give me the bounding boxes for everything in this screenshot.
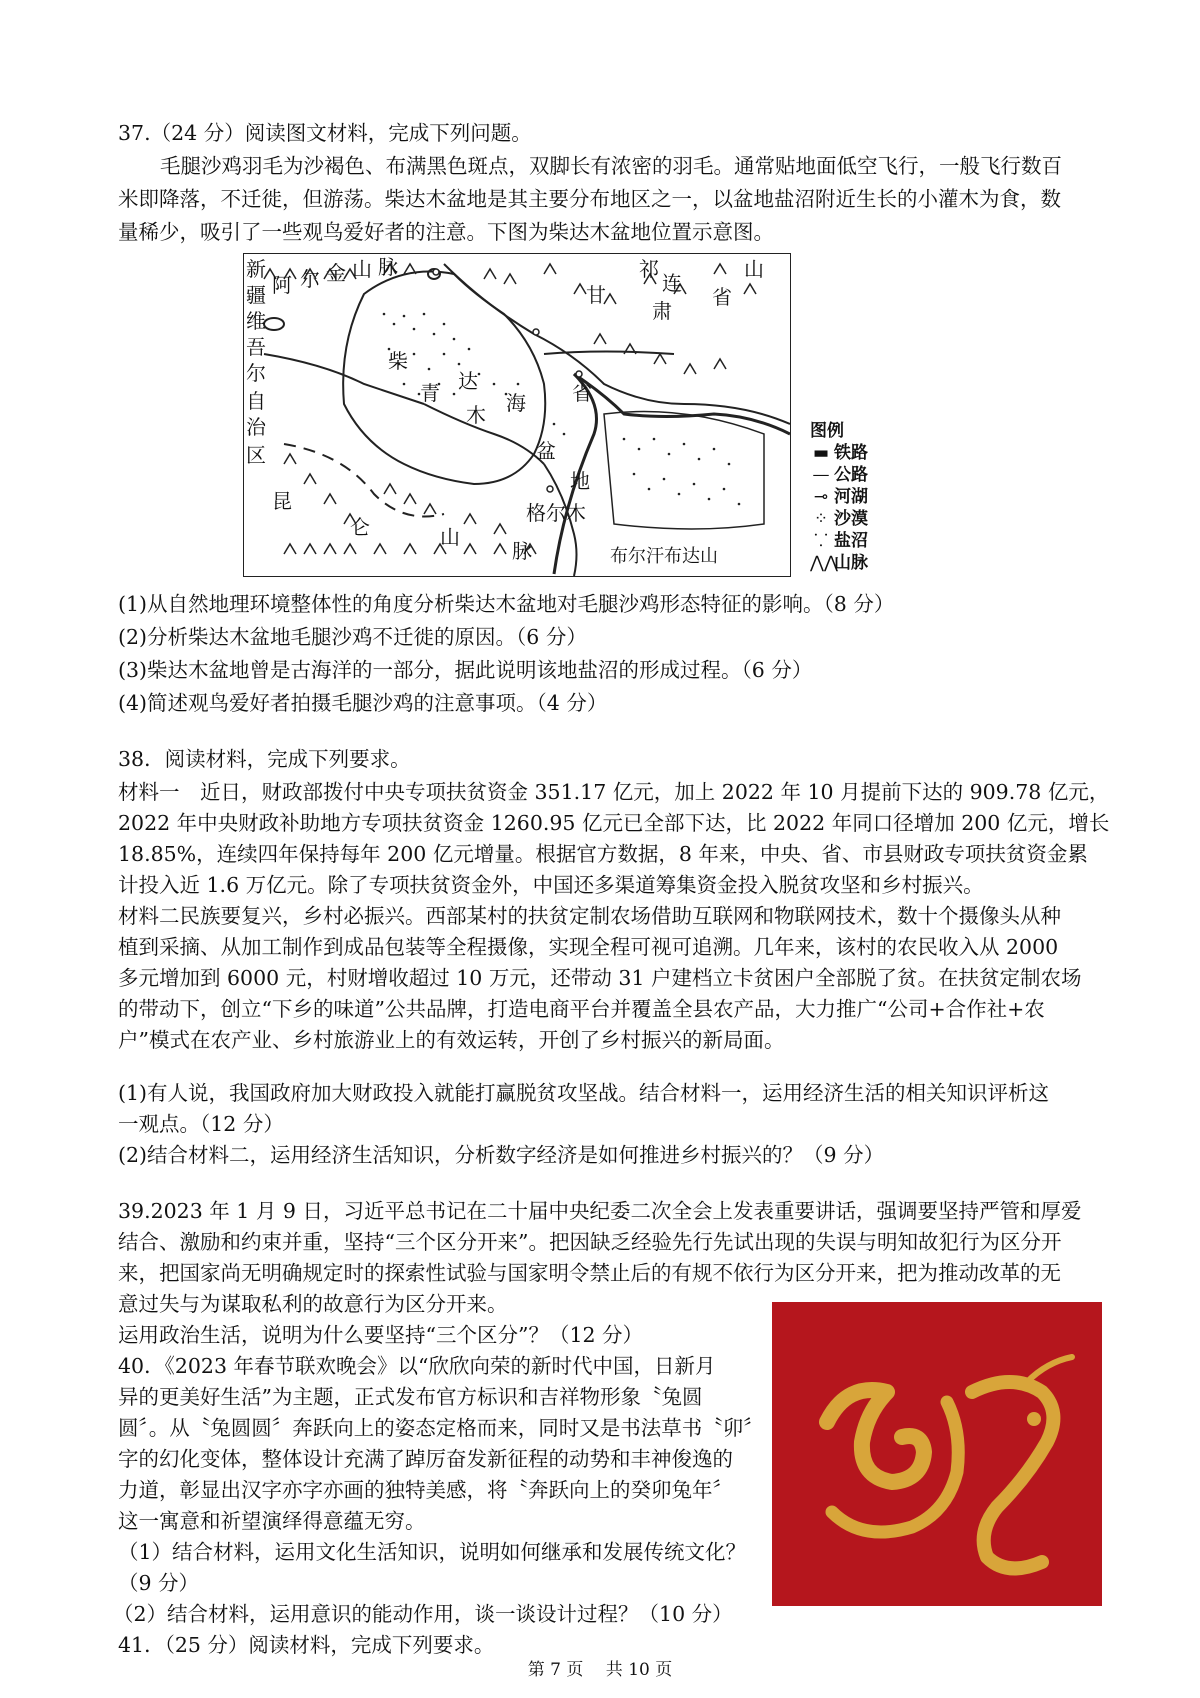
map-label: 区 xyxy=(246,443,266,467)
map-label: 昆 xyxy=(272,489,292,513)
q40-question-2: （2）结合材料，运用意识的能动作用，谈一谈设计过程？（10 分） xyxy=(113,1602,733,1626)
q38-material-1-line: 材料一 近日，财政部拨付中央专项扶贫资金 351.17 亿元，加上 2022 年 10 月提前下达的 909.78 亿元， xyxy=(118,780,1110,804)
map-label: 维 xyxy=(246,309,266,333)
q39-line: 结合、激励和约束并重，坚持“三个区分开来”。把因缺乏经验先行先试出现的失误与明知故犯行为区分开 xyxy=(118,1230,1062,1254)
q39-question: 运用政治生活，说明为什么要坚持“三个区分”？（12 分） xyxy=(118,1323,644,1347)
q37-question-2: (2)分析柴达木盆地毛腿沙鸡不迁徙的原因。（6 分） xyxy=(118,625,587,649)
legend-mountain: ⋀⋀ 山脉 xyxy=(810,553,868,573)
salt-marsh-symbol-icon: ⸪ xyxy=(814,531,828,551)
q38-material-1-line: 18.85%，连续四年保持每年 200 亿元增量。根据官方数据，8 年来，中央、省、市县财政专项扶贫资金累 xyxy=(118,842,1088,866)
q38-material-2-line: 的带动下，创立“下乡的味道”公共品牌，打造电商平台并覆盖全县农产品，大力推广“公司+合作社+农 xyxy=(118,997,1045,1021)
q38-material-2-line: 多元增加到 6000 元，村财增收超过 10 万元，还带动 31 户建档立卡贫困户全部脱了贫。在扶贫定制农场 xyxy=(118,966,1082,990)
map-label: 金 xyxy=(326,261,346,285)
map-label: 祁 xyxy=(639,257,659,281)
legend-desert: ⁘ 沙漠 xyxy=(810,508,868,530)
map-label: 甘 xyxy=(586,283,606,307)
legend-river-lake: ⊸ 河湖 xyxy=(810,486,868,508)
map-label: 达 xyxy=(458,369,478,393)
river-lake-symbol-icon: ⊸ xyxy=(813,487,829,507)
desert-symbol-icon: ⁘ xyxy=(813,509,829,529)
map-label: 海 xyxy=(506,391,526,415)
q37-question-3: (3)柴达木盆地曾是古海洋的一部分，据此说明该地盐沼的形成过程。（6 分） xyxy=(118,658,813,682)
q37-title: 37.（24 分）阅读图文材料，完成下列问题。 xyxy=(118,121,532,145)
map-label: 山 xyxy=(440,525,460,549)
map-label: 治 xyxy=(246,415,266,439)
q38-title: 38．阅读材料，完成下列要求。 xyxy=(118,747,411,771)
map-label: 山 xyxy=(352,257,372,281)
map-label: 仑 xyxy=(350,515,370,539)
q39-line: 意过失与为谋取私利的故意行为区分开来。 xyxy=(118,1292,508,1316)
q41-title: 41．（25 分）阅读材料，完成下列要求。 xyxy=(118,1633,495,1657)
q40-line: 异的更美好生活”为主题，正式发布官方标识和吉祥物形象〝兔圆 xyxy=(118,1385,703,1409)
q38-material-2-line: 户”模式在农产业、乡村旅游业上的有效运转，开创了乡村振兴的新局面。 xyxy=(118,1028,785,1052)
legend-road: — 公路 xyxy=(810,464,868,486)
q38-material-1-line: 计投入近 1.6 万亿元。除了专项扶贫资金外，中国还多渠道筹集资金投入脱贫攻坚和乡村振兴。 xyxy=(118,873,984,897)
legend-title: 图例 xyxy=(810,421,844,441)
q38-question-2: (2)结合材料二，运用经济生活知识，分析数字经济是如何推进乡村振兴的？（9 分） xyxy=(118,1143,885,1167)
q40-line: 力道，彰显出汉字亦字亦画的独特美感，将〝奔跃向上的癸卯兔年〞 xyxy=(118,1478,733,1502)
map-label: 脉 xyxy=(378,255,398,279)
q40-line: 这一寓意和祈望演绎得意蕴无穷。 xyxy=(118,1509,426,1533)
q40-line: 圆〞。从〝兔圆圆〞奔跃向上的姿态定格而来，同时又是书法草书〝卯〞 xyxy=(118,1416,764,1440)
map-label: 盆 xyxy=(536,439,556,463)
map-drawing xyxy=(244,254,790,576)
q37-question-4: (4)简述观鸟爱好者拍摄毛腿沙鸡的注意事项。（4 分） xyxy=(118,691,608,715)
rabbit-logo-image xyxy=(772,1302,1102,1606)
q37-para-2: 米即降落，不迁徙，但游荡。柴达木盆地是其主要分布地区之一，以盆地盐沼附近生长的小灌木为食，数 xyxy=(118,187,1061,211)
q39-line: 来，把国家尚无明确规定时的探索性试验与国家明令禁止后的有规不依行为区分开来，把为推动改革的无 xyxy=(118,1261,1061,1285)
railway-symbol-icon: ▬ xyxy=(812,443,830,463)
map-label: 木 xyxy=(466,403,486,427)
q39-line: 39.2023 年 1 月 9 日，习近平总书记在二十届中央纪委二次全会上发表重要讲话，强调要坚持严管和厚爱 xyxy=(118,1199,1082,1223)
q38-question-1-cont: 一观点。（12 分） xyxy=(118,1112,284,1136)
q40-question-1-cont: （9 分） xyxy=(118,1571,200,1595)
page-footer: 第 7 页 共 10 页 xyxy=(527,1660,673,1680)
q40-question-1: （1）结合材料，运用文化生活知识，说明如何继承和发展传统文化？ xyxy=(118,1540,747,1564)
map-label: 山 xyxy=(744,257,764,281)
rabbit-logo-icon xyxy=(772,1302,1102,1606)
map-label: 省 xyxy=(572,381,592,405)
map-label: 连 xyxy=(662,271,682,295)
map-legend xyxy=(810,420,868,574)
q37-question-1: (1)从自然地理环境整体性的角度分析柴达木盆地对毛腿沙鸡形态特征的影响。（8 分） xyxy=(118,592,895,616)
map-label: 柴 xyxy=(388,349,408,373)
q40-line: 40．《2023 年春节联欢晚会》以“欣欣向荣的新时代中国，日新月 xyxy=(118,1354,716,1378)
q38-material-2-line: 植到采摘、从加工制作到成品包装等全程摄像，实现全程可视可追溯。几年来，该村的农民收入从 2000 xyxy=(118,935,1059,959)
map-label: 新 xyxy=(246,257,266,281)
map-label: 布尔汗布达山 xyxy=(610,546,718,567)
map-label: 青 xyxy=(420,381,440,405)
legend-salt-marsh: ⸪ 盐沼 xyxy=(810,530,868,552)
q38-material-2-line: 材料二民族要复兴，乡村必振兴。西部某村的扶贫定制农场借助互联网和物联网技术，数十个摄像头从种 xyxy=(118,904,1061,928)
map-label: 吾 xyxy=(246,335,266,359)
legend-railway: ▬ 铁路 xyxy=(810,442,868,464)
map-label: 省 xyxy=(712,285,732,309)
map-label: 阿 xyxy=(272,273,292,297)
q38-question-1: (1)有人说，我国政府加大财政投入就能打赢脱贫攻坚战。结合材料一，运用经济生活的相关知识评析这 xyxy=(118,1081,1050,1105)
map-label: 自 xyxy=(246,389,266,413)
q37-para-1: 毛腿沙鸡羽毛为沙褐色、布满黑色斑点，双脚长有浓密的羽毛。通常贴地面低空飞行，一般飞行数百 xyxy=(160,154,1062,178)
map-label: 尔 xyxy=(300,267,320,291)
map-label: 地 xyxy=(570,469,590,493)
map-label: 肃 xyxy=(652,299,672,323)
mountain-symbol-icon: ⋀⋀ xyxy=(810,553,838,573)
q37-para-3: 量稀少，吸引了一些观鸟爱好者的注意。下图为柴达木盆地位置示意图。 xyxy=(118,220,774,244)
q40-line: 字的幻化变体，整体设计充满了踔厉奋发新征程的动势和丰神俊逸的 xyxy=(118,1447,733,1471)
map-label: 尔 xyxy=(246,361,266,385)
q38-material-1-line: 2022 年中央财政补助地方专项扶贫资金 1260.95 亿元已全部下达，比 2022 年同口径增加 200 亿元，增长 xyxy=(118,811,1110,835)
road-symbol-icon: — xyxy=(812,465,830,485)
map-label: 格尔木 xyxy=(526,501,586,525)
qaidam-basin-map xyxy=(243,253,791,577)
map-label: 脉 xyxy=(512,539,532,563)
map-label: 疆 xyxy=(246,283,266,307)
